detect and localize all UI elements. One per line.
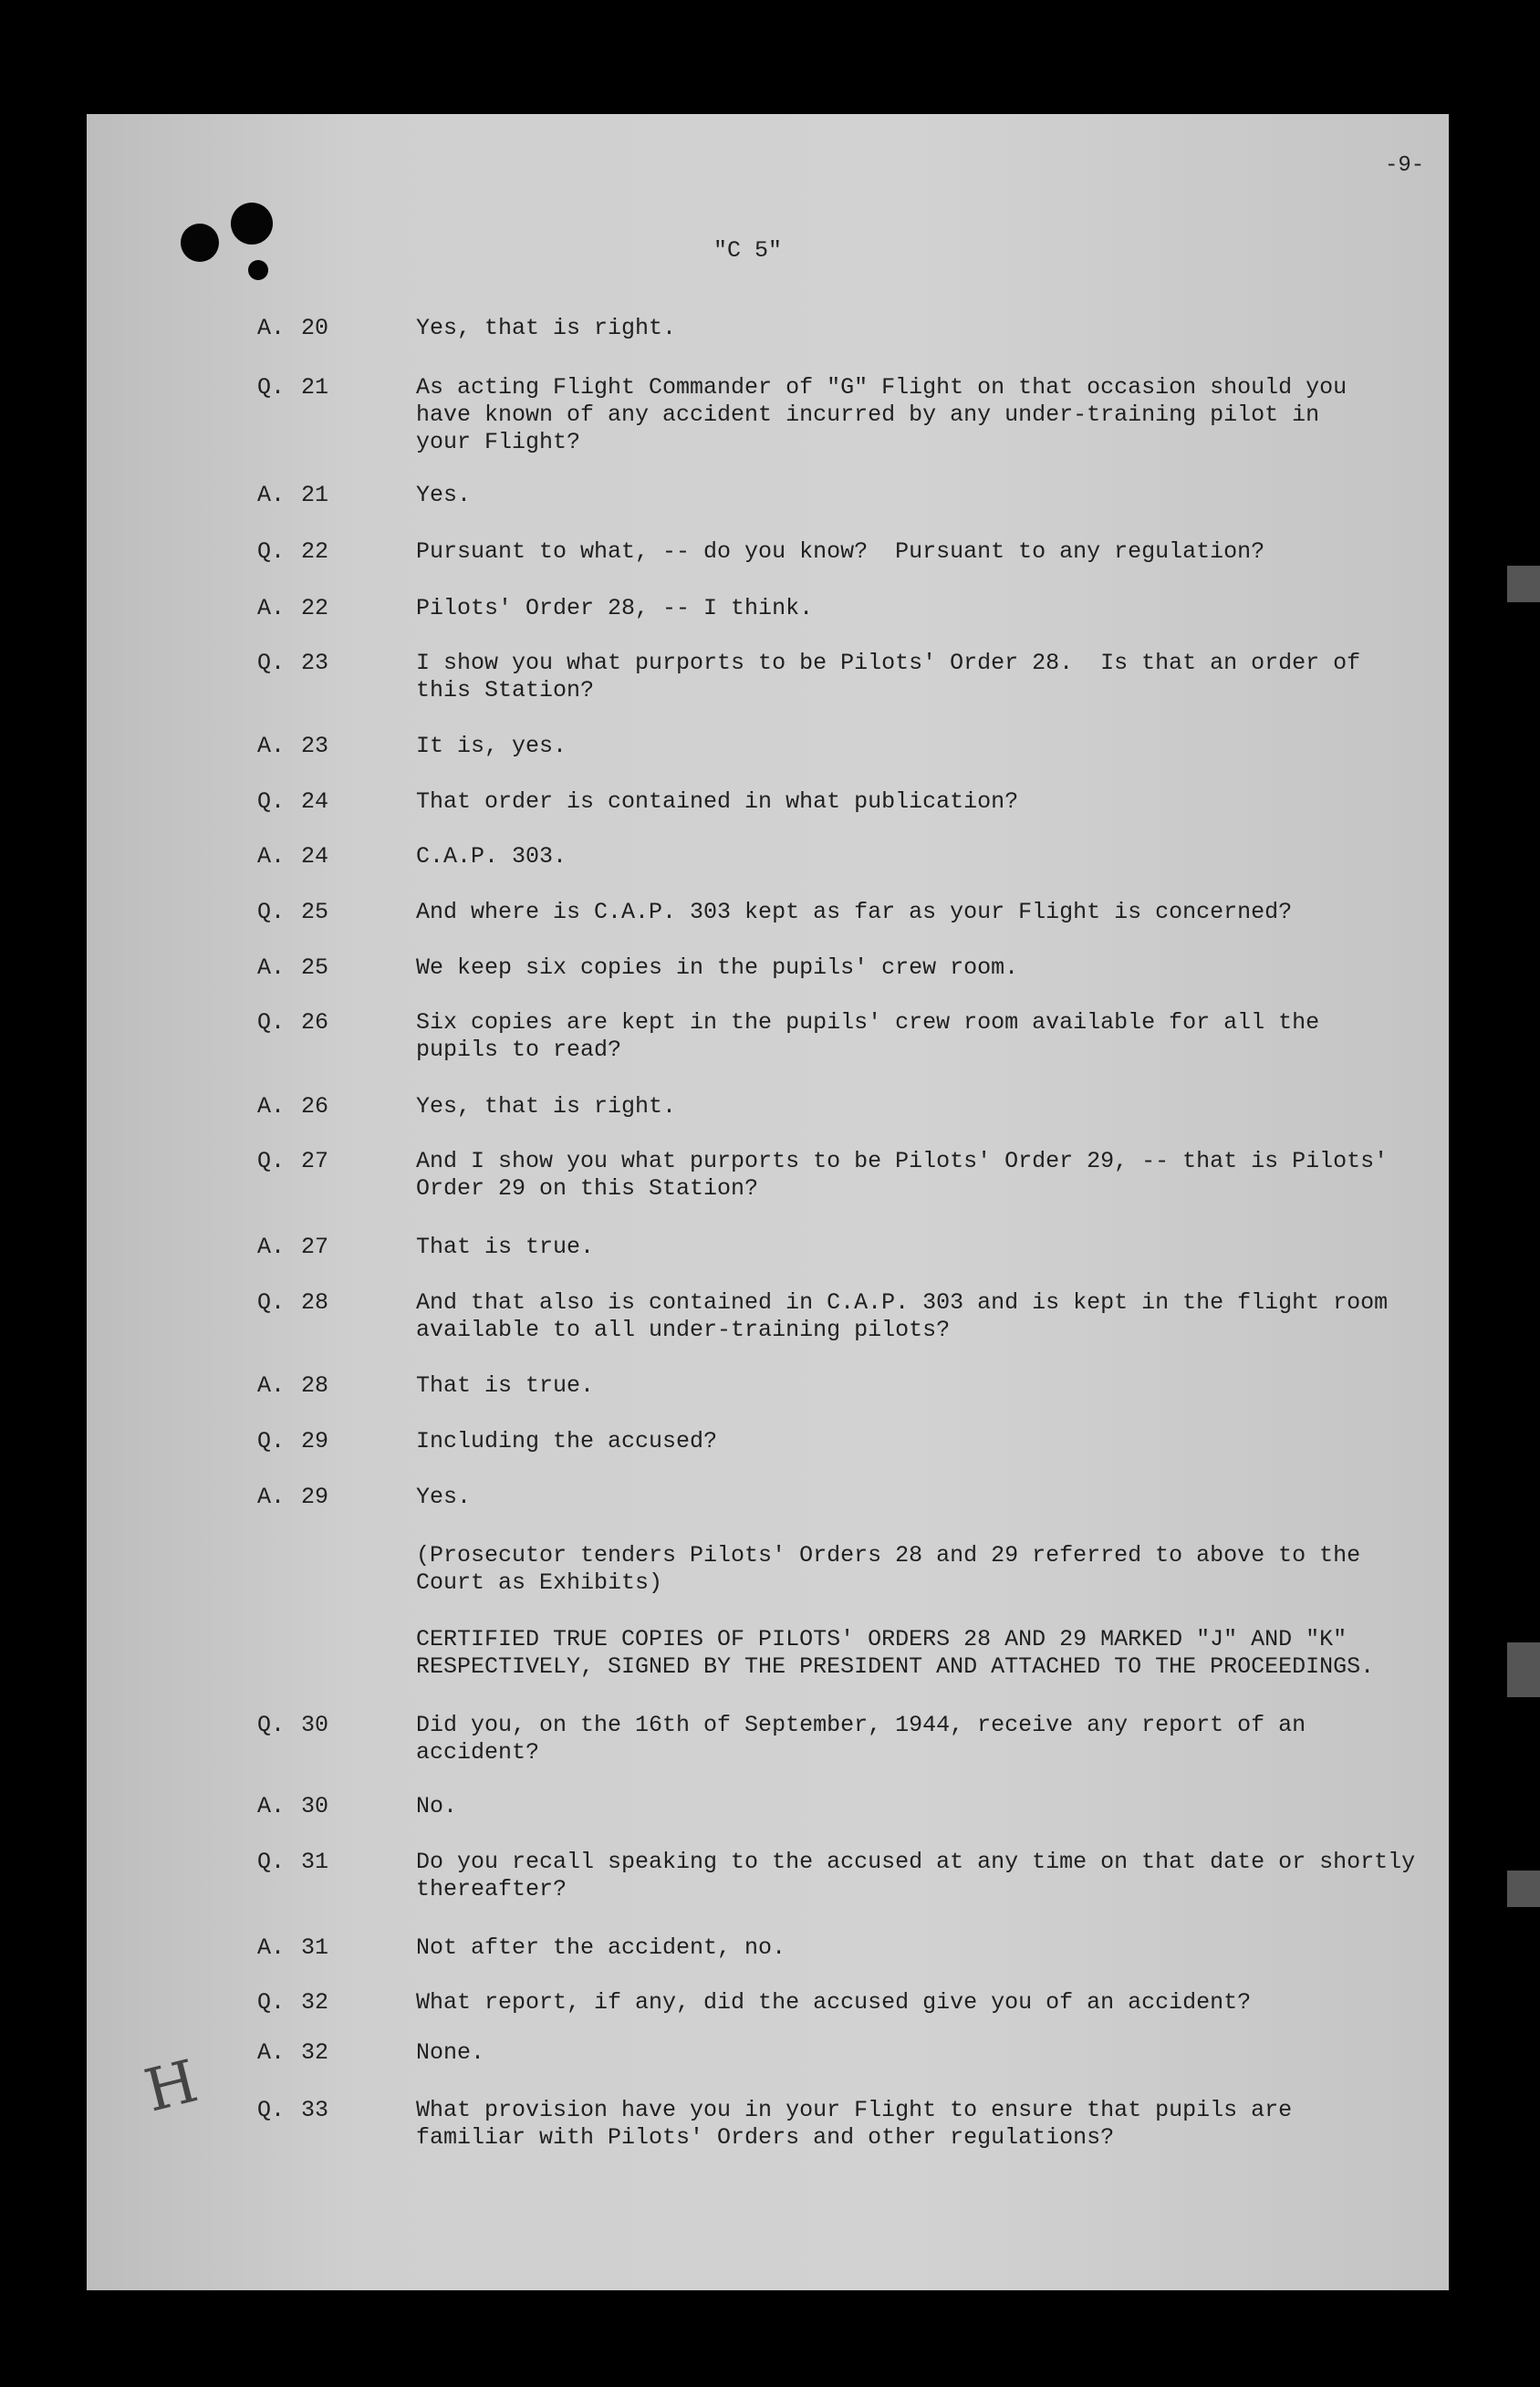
- entry-number: 22: [301, 538, 329, 565]
- entry-label: Q.: [257, 1289, 286, 1316]
- entry-number: 21: [301, 482, 329, 508]
- entry-text-line: your Flight?: [416, 429, 581, 455]
- entry-text-line: Pilots' Order 28, -- I think.: [416, 595, 814, 621]
- entry-text-line: RESPECTIVELY, SIGNED BY THE PRESIDENT AND ATTACHED TO THE PROCEEDINGS.: [416, 1653, 1375, 1680]
- entry-label: Q.: [257, 2097, 286, 2123]
- entry-number: 30: [301, 1712, 329, 1738]
- page-number: -9-: [1385, 153, 1425, 178]
- entry-text-line: Court as Exhibits): [416, 1569, 663, 1596]
- entry-label: A.: [257, 954, 286, 981]
- entry-number: 28: [301, 1372, 329, 1399]
- entry-text-line: (Prosecutor tenders Pilots' Orders 28 and 29 referred to above to the: [416, 1542, 1361, 1569]
- entry-label: A.: [257, 2039, 286, 2066]
- entry-label: A.: [257, 1793, 286, 1819]
- entry-number: 28: [301, 1289, 329, 1316]
- entry-number: 24: [301, 843, 329, 870]
- entry-label: Q.: [257, 650, 286, 676]
- entry-text-line: Yes, that is right.: [416, 315, 677, 341]
- entry-number: 20: [301, 315, 329, 341]
- entry-text-line: Yes.: [416, 1484, 472, 1510]
- entry-text-line: pupils to read?: [416, 1037, 622, 1063]
- entry-label: A.: [257, 1484, 286, 1510]
- entry-label: A.: [257, 482, 286, 508]
- entry-number: 32: [301, 2039, 329, 2066]
- entry-text-line: have known of any accident incurred by any under-training pilot in: [416, 401, 1320, 428]
- entry-text-line: Six copies are kept in the pupils' crew room available for all the: [416, 1009, 1320, 1036]
- entry-number: 26: [301, 1009, 329, 1036]
- entry-label: Q.: [257, 1428, 286, 1454]
- entry-label: Q.: [257, 374, 286, 401]
- entry-text-line: familiar with Pilots' Orders and other regulations?: [416, 2124, 1115, 2151]
- entry-label: A.: [257, 595, 286, 621]
- punch-hole: [248, 260, 268, 280]
- entry-text-line: thereafter?: [416, 1876, 567, 1902]
- entry-text-line: No.: [416, 1793, 458, 1819]
- entry-text-line: That order is contained in what publication?: [416, 788, 1019, 815]
- entry-number: 27: [301, 1234, 329, 1260]
- entry-number: 24: [301, 788, 329, 815]
- entry-label: Q.: [257, 1712, 286, 1738]
- entry-label: A.: [257, 1093, 286, 1120]
- entry-text-line: CERTIFIED TRUE COPIES OF PILOTS' ORDERS 28 AND 29 MARKED "J" AND "K": [416, 1626, 1348, 1652]
- entry-number: 29: [301, 1428, 329, 1454]
- entry-number: 33: [301, 2097, 329, 2123]
- entry-text-line: Including the accused?: [416, 1428, 718, 1454]
- entry-text-line: That is true.: [416, 1234, 595, 1260]
- entry-text-line: Yes, that is right.: [416, 1093, 677, 1120]
- handwritten-initials: H: [138, 2048, 204, 2126]
- entry-label: Q.: [257, 899, 286, 925]
- entry-label: A.: [257, 1234, 286, 1260]
- entry-text-line: Order 29 on this Station?: [416, 1175, 759, 1202]
- entry-number: 23: [301, 733, 329, 759]
- entry-number: 29: [301, 1484, 329, 1510]
- entry-label: A.: [257, 1372, 286, 1399]
- entry-number: 26: [301, 1093, 329, 1120]
- entry-text-line: And I show you what purports to be Pilots' Order 29, -- that is Pilots': [416, 1148, 1389, 1174]
- entry-text-line: And where is C.A.P. 303 kept as far as your Flight is concerned?: [416, 899, 1293, 925]
- entry-label: A.: [257, 733, 286, 759]
- entry-label: Q.: [257, 538, 286, 565]
- entry-text-line: Do you recall speaking to the accused at any time on that date or shortly: [416, 1849, 1416, 1875]
- entry-text-line: Pursuant to what, -- do you know? Pursuant to any regulation?: [416, 538, 1265, 565]
- entry-text-line: Not after the accident, no.: [416, 1934, 786, 1961]
- entry-number: 31: [301, 1849, 329, 1875]
- entry-label: A.: [257, 315, 286, 341]
- scan-edge: [1449, 0, 1540, 2387]
- entry-number: 32: [301, 1989, 329, 2016]
- entry-number: 23: [301, 650, 329, 676]
- entry-text-line: We keep six copies in the pupils' crew room.: [416, 954, 1019, 981]
- entry-label: Q.: [257, 1989, 286, 2016]
- entry-text-line: I show you what purports to be Pilots' Order 28. Is that an order of: [416, 650, 1361, 676]
- entry-text-line: What report, if any, did the accused give you of an accident?: [416, 1989, 1252, 2016]
- entry-number: 25: [301, 899, 329, 925]
- entry-text-line: What provision have you in your Flight to ensure that pupils are: [416, 2097, 1293, 2123]
- entry-text-line: It is, yes.: [416, 733, 567, 759]
- entry-text-line: C.A.P. 303.: [416, 843, 567, 870]
- document-reference: "C 5": [713, 237, 783, 264]
- punch-hole: [231, 203, 273, 245]
- entry-text-line: As acting Flight Commander of "G" Flight on that occasion should you: [416, 374, 1348, 401]
- entry-number: 27: [301, 1148, 329, 1174]
- entry-text-line: accident?: [416, 1739, 540, 1766]
- entry-label: A.: [257, 843, 286, 870]
- document-page: [87, 114, 1449, 2290]
- entry-text-line: None.: [416, 2039, 485, 2066]
- entry-number: 30: [301, 1793, 329, 1819]
- punch-hole: [181, 224, 219, 262]
- entry-text-line: That is true.: [416, 1372, 595, 1399]
- entry-number: 25: [301, 954, 329, 981]
- entry-number: 21: [301, 374, 329, 401]
- entry-label: Q.: [257, 1148, 286, 1174]
- entry-label: A.: [257, 1934, 286, 1961]
- entry-text-line: And that also is contained in C.A.P. 303 and is kept in the flight room: [416, 1289, 1389, 1316]
- entry-text-line: this Station?: [416, 677, 595, 704]
- entry-number: 31: [301, 1934, 329, 1961]
- entry-text-line: available to all under-training pilots?: [416, 1317, 951, 1343]
- entry-number: 22: [301, 595, 329, 621]
- entry-label: Q.: [257, 788, 286, 815]
- entry-text-line: Did you, on the 16th of September, 1944, receive any report of an: [416, 1712, 1306, 1738]
- entry-label: Q.: [257, 1009, 286, 1036]
- entry-label: Q.: [257, 1849, 286, 1875]
- entry-text-line: Yes.: [416, 482, 472, 508]
